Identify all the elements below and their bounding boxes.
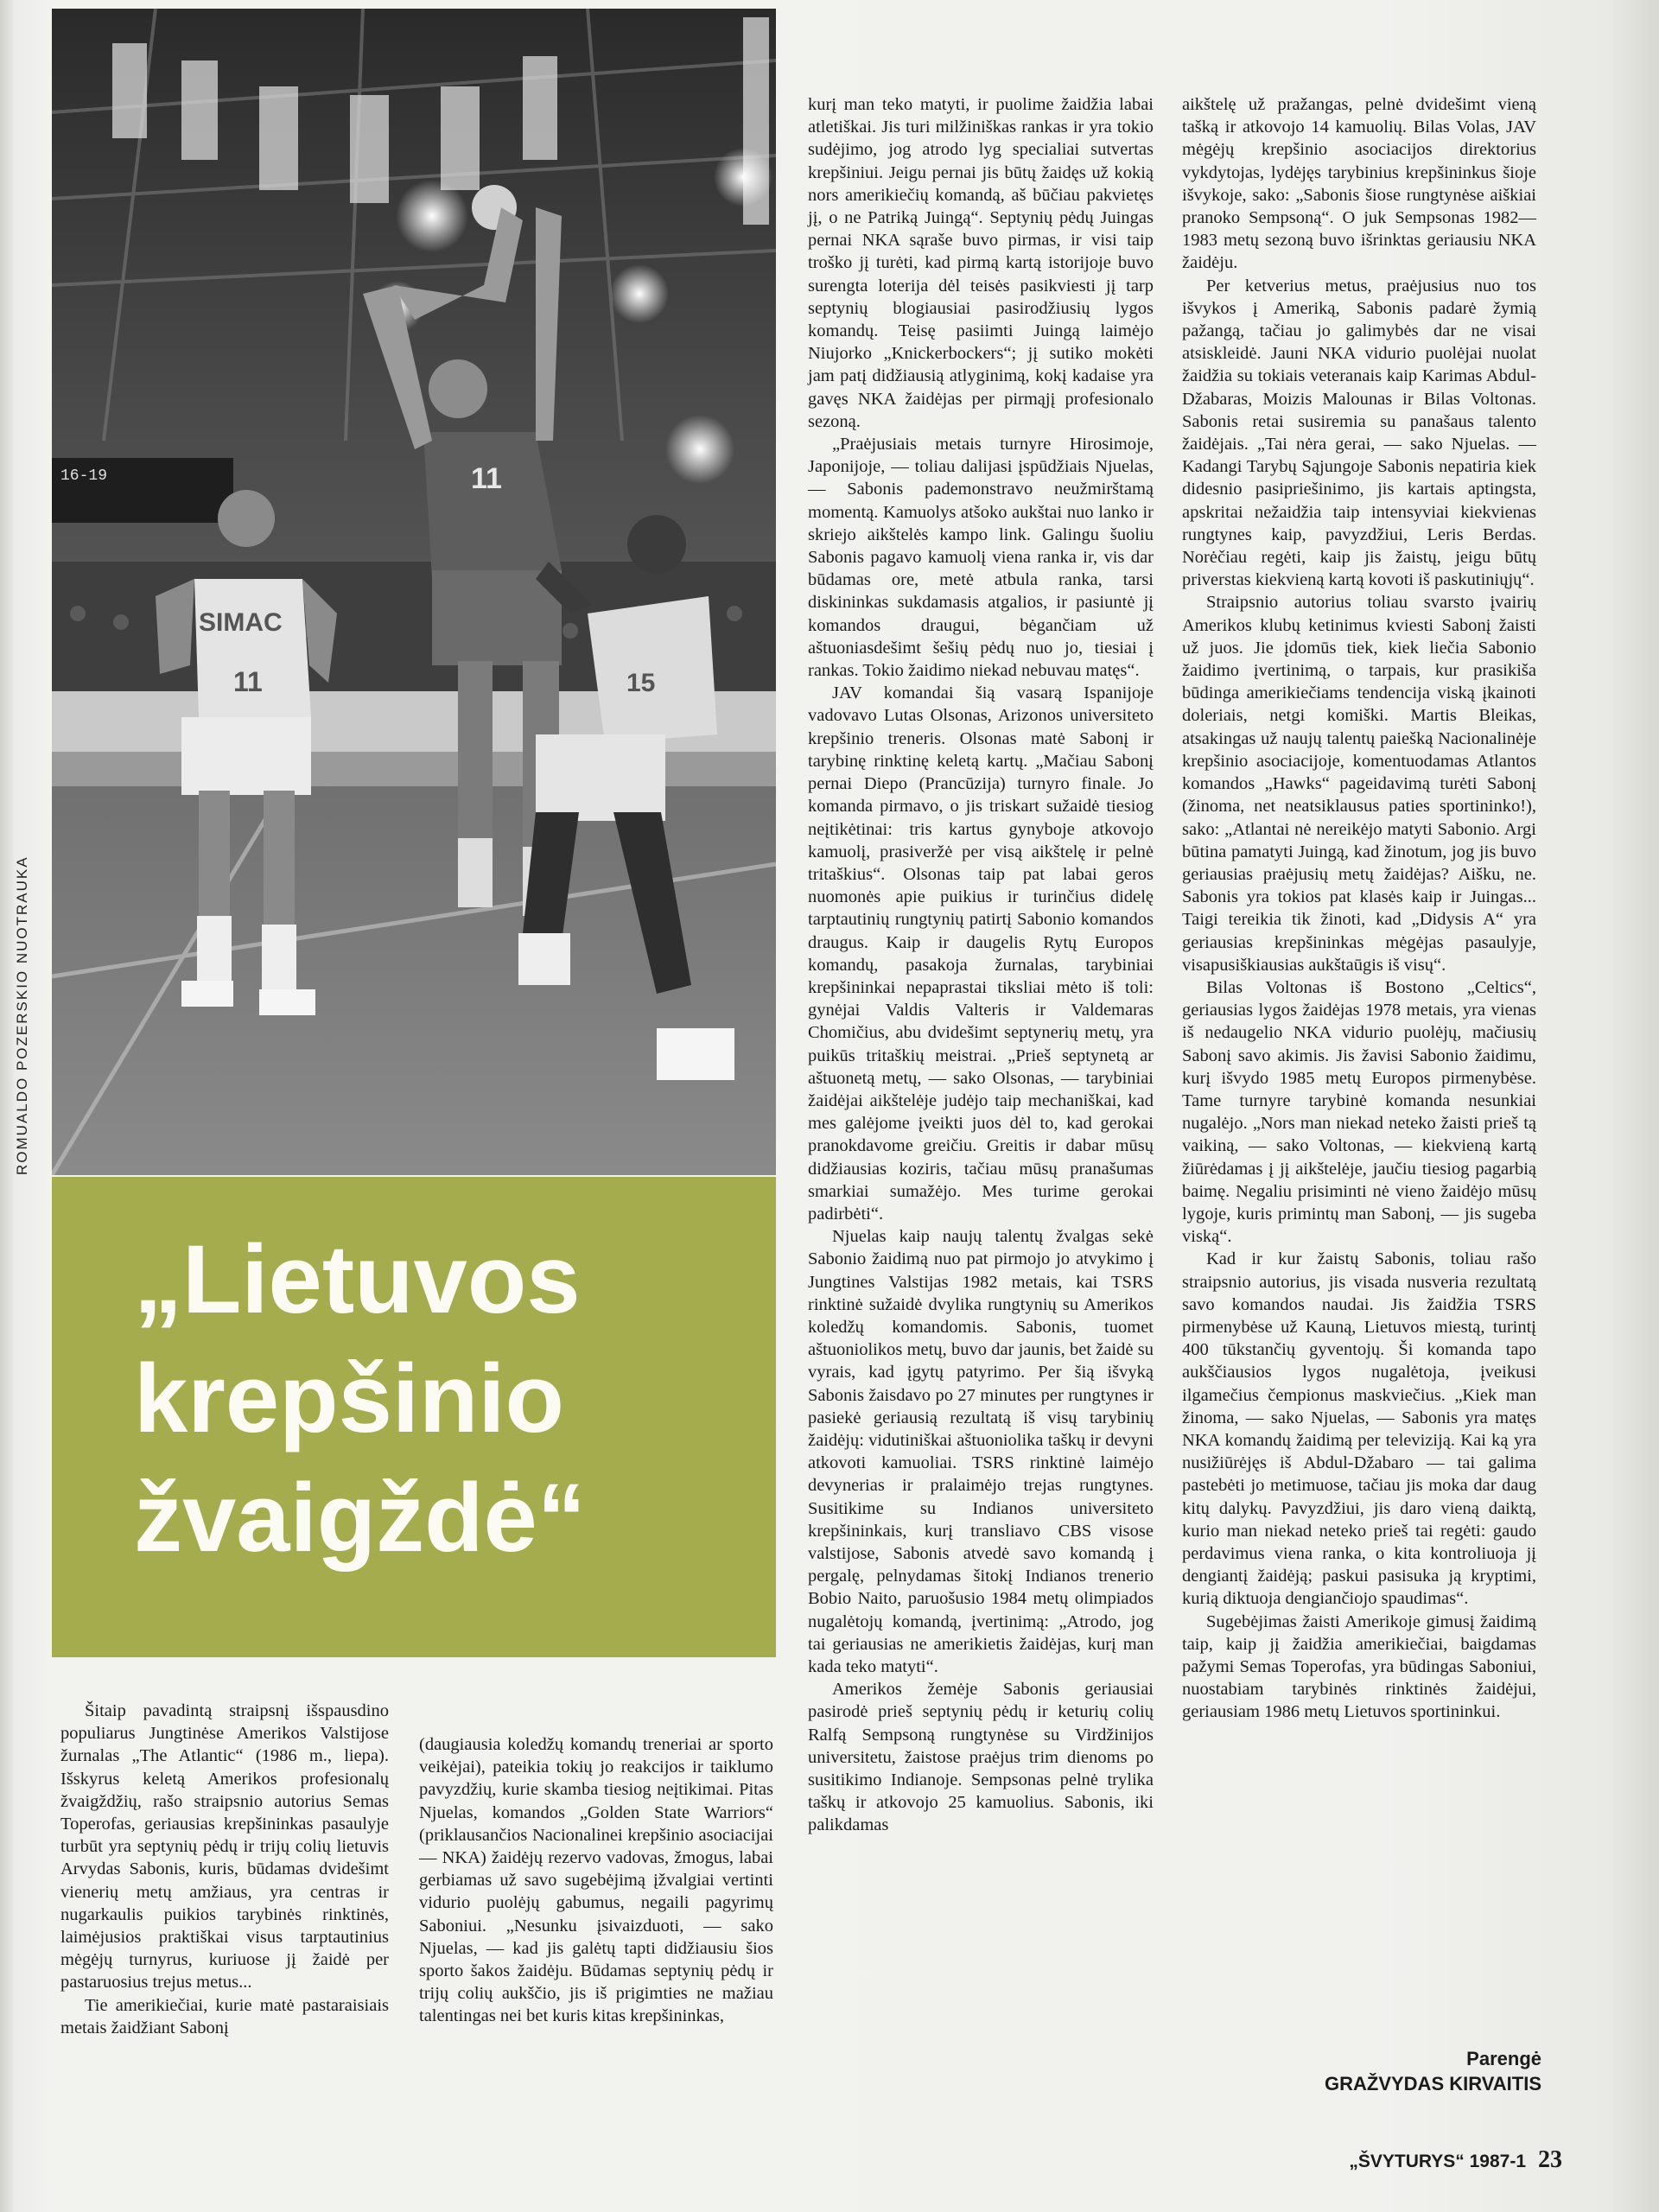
paragraph: Njuelas kaip naujų talentų žvalgas sekė Sabonio žaidimą nuo pat pirmojo jo atvykimo į Jungtines Valstijas 1982 metais, kai TSRS rinktinė sužaidė dvylika rungtynių su Amerikos koledžų komandomis. Sabonis, tuomet aštuoniolikos metų, buvo dar jaunis, bet žaidė su vyrais, kad įgytų patyrimo. Per šią išvyką Sabonis žaisdavo po 27 minutes per rungtynes ir pasiekė geriausią rezultatą iš visų tarybinių žaidėjų: vidutiniškai aštuoniolika taškų ir devyni atkovoti kamuoliai. TSRS rinktinė laimėjo devynerias ir pralaimėjo trejas rungtynes. Susitikime su Indianos universiteto krepšininkais, kurį transliavo CBS visose valstijose, Sabonis atvedė savo komandą į pergalę, pelnydamas šitokį Indianos trenerio Bobio Naito, paruošusio 1984 metų olimpiados nugalėtojų komandą, įvertinimą: „Atrodo, jog tai geriausias ne amerikietis žaidėjas, kurį man kada teko matyti“. <box>808 1227 1154 1677</box>
jersey-number-left: 11 <box>233 666 263 697</box>
page-number: 23 <box>1538 2146 1562 2173</box>
paragraph: Šitaip pavadintą straipsnį išspausdino populiarus Jungtinėse Amerikos Valstijose žurnalas „The Atlantic“ (1986 m., liepa). Išskyrus keletą Amerikos profesionalų žvaigždžių, rašo straipsnio autorius Semas Toperofas, geriausias krepšininkas pasaulyje turbūt yra septynių pėdų ir trijų colių lietuvis Arvydas Sabonis, kuris, būdamas dvidešimt vienerių metų amžiaus, yra centras ir nugarkaulis puikios tarybinės rinktinės, laimėjusios praktiškai visus tarptautinius mėgėjų turnyrus, kuriuose jį žaidė per pastaruosius trejus metus... <box>60 1701 389 1993</box>
article-title <box>134 1220 756 1578</box>
paragraph: (daugiausia koledžų komandų treneriai ar sporto veikėjai), pateikia tokių jo reakcijos ir taiklumo pavyzdžių, kurie skamba tiesiog neįtikimai. Pitas Njuelas, komandos „Golden State Warriors“ (priklausančios Nacionalinei krepšinio asociacijai — NKA) žaidėjų rezervo vadovas, žmogus, labai gerbiamas už savo sugebėjimą įžvalgiai vertinti vidurio puolėjų gabumus, negaili pagyrimų Saboniui. „Nesunku įsivaizduoti, — sako Njuelas, — kad jis galėtų tapti didžiausiu šios sporto šakos žaidėju. Būdamas septynių pėdų ir trijų colių aukščio, jis iš prigimties ne mažiau talentingas nei bet kuris kitas krepšininkas, <box>419 1735 773 2026</box>
article-column-3 <box>808 93 1154 1837</box>
paragraph: Bilas Voltonas iš Bostono „Celtics“, geriausias lygos žaidėjas 1978 metais, yra vienas iš nedaugelio NKA vidurio puolėjų, mačiusių Sabonį savo akimis. Jis žavisi Sabonio žaidimu, kurį išvydo 1985 metų Europos pirmenybėse. Tame turnyre tarybinė komanda nesunkiai nugalėjo. „Nors man niekad neteko žaisti prieš tą vaikiną, — sako Voltonas, — kiekvieną kartą žiūrėdamas į jį aikštelėje, jaučiu tiesiog pagarbią baimę. Negaliu prisiminti nė vieno žaidėjo mūsų lygoje, kuris primintų man Sabonį, — jis sugeba viską“. <box>1182 977 1536 1247</box>
jersey-number-right: 15 <box>626 669 656 697</box>
paragraph: JAV komandai šią vasarą Ispanijoje vadovavo Lutas Olsonas, Arizonos universiteto krepšinio treneris. Olsonas matė Sabonį ir tarybinę rinktinę keletą kartų. „Mačiau Sabonį pernai Diepo (Prancūzija) turnyro finale. Jo komanda pirmavo, o jis triskart sužaidė tiesiog neįtikėtinai: tris kartus gynyboje atkovojo kamuolį, prasiveržė per visą aikštelę ir pelnė tritaškius“. Olsonas taip pat labai geros nuomonės apie puikius ir turinčius didelę tarptautinių rungtynių patirtį Sabonio komandos draugus. Kaip ir daugelis Rytų Europos komandų, pasakoja žurnalas, tarybiniai krepšininkai nepaprastai tiksliai mėto iš toli: gynėjai Valdis Valteris ir Valdemaras Chomičius, abu dvidešimt septynerių metų, yra puikūs tritaškių meistrai. „Prieš septynetą ar aštuonetą metų, — sako Olsonas, — tarybiniai žaidėjai aikštelėje judėjo taip mechaniškai, kad mes galėjome įveikti juos dėl to, kad gerokai pranokdavome greičiu. Greitis ir dabar mūsų didžiausias koziris, tačiau mūsų pranašumas smarkiai sumažėjo. Mes turime gerokai padirbėti“. <box>808 683 1154 1224</box>
magazine-issue: „ŠVYTURYS“ 1987-1 <box>1349 2152 1526 2171</box>
article-column-4 <box>1182 93 1536 1724</box>
paragraph: „Praėjusiais metais turnyre Hirosimoje, Japonijoje, — toliau dalijasi įspūdžiais Njuelas, — Sabonis pademonstravo neužmirštamą momentą. Kamuolys atšoko aukštai nuo lanko ir skriejo aikštelės kampo link. Galingu šuoliu Sabonis pagavo kamuolį viena ranka ir, vis dar būdamas ore, metė atbula ranka, tarsi diskininkas sukdamasis atgalios, ir pasiuntė jį komandos draugui, bėgančiam už aštuoniasdešimt šešių pėdų nuo jo, tiesiai į rankas. Tokio žaidimo niekad nebuvau matęs“. <box>808 435 1154 681</box>
title-line: žvaigždė“ <box>134 1464 586 1572</box>
page-footer <box>1349 2146 1562 2174</box>
jersey-number-center: 11 <box>471 462 502 495</box>
photo-illustration <box>52 9 776 1175</box>
basketball-photo <box>52 9 776 1175</box>
paragraph: Straipsnio autorius toliau svarsto įvairių Amerikos klubų ketinimus kviesti Sabonį žaisti už juos. Jie įdomūs tiek, kiek liečia Sabonio žaidimo įvertinimą, o tarpais, kur prasikiša būdinga amerikiečiams tendencija viską įkainoti doleriais, netgi komiški. Martis Bleikas, atsakingas už naujų talentų paiešką Nacionalinėje krepšinio asociacijoje, komentuodamas Atlantos komandos „Hawks“ pageidavimą turėti Sabonį (žinoma, net neatsiklausus paties sportininko!), sako: „Atlantai nė nereikėjo matyti Sabonio. Argi būtina pamatyti Juingą, kad žinotum, jog jis buvo geriausias praėjusių metų žaidėjas? Aišku, ne. Sabonis yra tokios pat klasės kaip ir Juingas... Taigi tereikia tik žinoti, kad „Didysis A“ yra geriausias krepšininkas mėgėjas pasaulyje, visapusiškiausias aukštaūgis iš visų“. <box>1182 593 1536 975</box>
paragraph: kurį man teko matyti, ir puolime žaidžia labai atletiškai. Jis turi milžiniškas rankas ir yra tokio sudėjimo, jog atrodo lyg specialiai sutvertas krepšiniui. Jeigu pernai jis būtų žaidęs už kokią nors amerikiečių komandą, aš būčiau pakvietęs jį, o ne Patriką Juingą“. Septynių pėdų Juingas pernai NKA sąraše buvo pirmas, ir visi taip troško jį turėti, kad pirmą kartą istorijoje buvo surengta loterija dėl teisės pasikviesti jį tarp septynių blogiausiai pasirodžiusių lygos komandų. Teisę pasiimti Juingą laimėjo Niujorko „Knickerbockers“; jį sutiko mokėti jam patį didžiausią atlyginimą, kokį kadaise yra gavęs NKA žaidėjas per pirmąjį profesionalo sezoną. <box>808 95 1154 431</box>
paragraph: Sugebėjimas žaisti Amerikoje gimusį žaidimą taip, kaip jį žaidžia amerikiečiai, baigdamas pažymi Semas Toperofas, yra būdingas Saboniui, nuostabiam tarybinės rinktinės žaidėjui, geriausiam 1986 metų Lietuvos sportininkui. <box>1182 1611 1536 1722</box>
paragraph: Amerikos žemėje Sabonis geriausiai pasirodė prieš septynių pėdų ir keturių colių Ralfą Sempsoną rungtynėse su Virdžinijos universitetu, žaistose praėjus trim dienoms po susitikimo Indianoje. Sempsonas pelnė trylika taškų ir atkovojo 25 kamuolius. Sabonis, iki palikdamas <box>808 1680 1154 1835</box>
paragraph: aikštelę už pražangas, pelnė dvidešimt vieną tašką ir atkovojo 14 kamuolių. Bilas Volas, JAV mėgėjų krepšinio asociacijos direktorius vykdytojas, lydėjęs tarybinius krepšininkus šioje išvykoje, sako: „Sabonis šiose rungtynėse aiškiai pranoko Sempsoną“. O juk Sempsonas 1982—1983 metų sezoną buvo išrinktas geriausiu NKA žaidėju. <box>1182 95 1536 273</box>
title-line: krepšinio <box>134 1344 564 1452</box>
paragraph: Kad ir kur žaistų Sabonis, toliau rašo straipsnio autorius, jis visada nusveria rezultatą savo komandos naudai. Jis žaidžia TSRS pirmenybėse už Kauną, Lietuvos miestą, turintį 400 tūkstančių gyventojų. Ši komanda tapo aukščiausios lygos nugalėtoja, įveikusi ilgamečius čempionus maskviečius. „Kiek man žinoma, — sako Njuelas, — Sabonis yra matęs NKA komandų žaidimą per televiziją. Kai ką yra nusižiūrėjęs iš Abdul-Džabaro — tai galima pastebėti jo metimuose, tačiau jis moka dar daug kitų dalykų. Pavyzdžiui, jis daro vieną daiktą, kurio man niekad neteko prieš tai regėti: gaudo perdavimus viena ranka, o kita kontroliuoja jį dengiantį žaidėją; paskui pasisuka ją kryptimi, kurią diktuoja dengiančiojo spaudimas“. <box>1182 1249 1536 1609</box>
photo-credit: ROMUALDO POZERSKIO NUOTRAUKA <box>14 855 30 1175</box>
scoreboard-text: 16-19 <box>60 467 108 485</box>
title-line: „Lietuvos <box>134 1225 581 1333</box>
byline-author: GRAŽVYDAS KIRVAITIS <box>1325 2073 1541 2094</box>
article-column-2 <box>419 1733 773 2028</box>
shirt-text: SIMAC <box>199 608 283 637</box>
paragraph: Tie amerikiečiai, kurie matė pastaraisiais metais žaidžiant Sabonį <box>60 1995 389 2037</box>
byline-label: Parengė <box>1466 2048 1541 2069</box>
byline <box>1325 2046 1541 2096</box>
article-column-1 <box>60 1700 389 2039</box>
paragraph: Per ketverius metus, praėjusius nuo tos išvykos į Ameriką, Sabonis padarė žymią pažangą, tačiau jo galimybės dar ne visai atsiskleidė. Jauni NKA vidurio puolėjai nuolat žaidžia su tokiais veteranais kaip Karimas Abdul-Džabaras, Moizis Malounas ir Bilas Voltonas. Sabonis retai susiremia su panašaus talento žaidėjais. „Tai nėra gerai, — sako Njuelas. — Kadangi Tarybų Sąjungoje Sabonis nepatiria kiek didesnio pasipriešinimo, jis kartais aptingsta, apskritai nežaidžia taip intensyviai kiekvienas rungtynes kaip, pavyzdžiui, Leris Berdas. Norėčiau regėti, kaip jis žaistų, jeigu būtų priverstas kiekvieną kartą kovoti iš paskutiniųjų“. <box>1182 276 1536 590</box>
title-box <box>52 1177 776 1657</box>
